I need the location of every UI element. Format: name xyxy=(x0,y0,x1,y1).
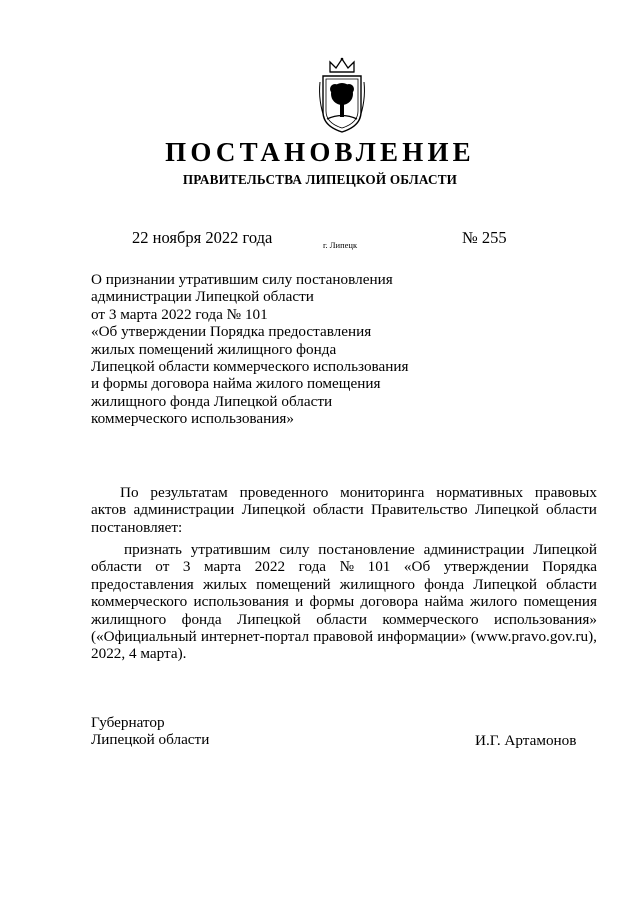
paragraph-line: По результатам проведенного мониторинга нормативных правовых xyxy=(120,484,597,501)
resolution-paragraph xyxy=(91,541,597,663)
paragraph-line: коммерческого использования и формы договора найма жилого помещения xyxy=(91,593,597,611)
subject-line: «Об утверждении Порядка предоставления xyxy=(91,323,372,341)
document-subtitle: ПРАВИТЕЛЬСТВА ЛИПЕЦКОЙ ОБЛАСТИ xyxy=(182,172,458,187)
paragraph-line: признать утратившим силу постановление администрации Липецкой xyxy=(124,541,597,558)
subject-line: и формы договора найма жилого помещения xyxy=(91,375,381,393)
signatory-position xyxy=(91,714,209,749)
subject-line: жилищного фонда Липецкой области xyxy=(91,392,333,410)
subject-line: Липецкой области коммерческого использования xyxy=(91,358,409,376)
position-line: Губернатор xyxy=(91,714,165,731)
document-subject xyxy=(91,271,409,428)
document-date: 22 ноября 2022 года xyxy=(132,228,273,247)
document-city: г. Липецк xyxy=(323,240,358,250)
paragraph-line: жилищного фонда Липецкой области коммерческого использования» xyxy=(91,610,597,628)
subject-line: коммерческого использования» xyxy=(91,410,294,428)
subject-line: администрации Липецкой области xyxy=(91,288,314,306)
position-line: Липецкой области xyxy=(91,731,210,749)
subject-line: жилых помещений жилищного фонда xyxy=(91,340,337,358)
document-title: ПОСТАНОВЛЕНИЕ xyxy=(165,137,475,167)
subject-line: от 3 марта 2022 года № 101 xyxy=(91,305,268,323)
paragraph-line: 2022, 4 марта). xyxy=(91,645,187,663)
paragraph-line: области от 3 марта 2022 года № 101 «Об утверждении Порядка xyxy=(91,558,597,576)
paragraph-line: предоставления жилых помещений жилищного фонда Липецкой области xyxy=(91,575,597,593)
signatory-name: И.Г. Артамонов xyxy=(475,732,577,749)
paragraph-line: постановляет: xyxy=(91,518,183,536)
preamble-paragraph xyxy=(91,484,597,536)
paragraph-line: актов администрации Липецкой области Правительство Липецкой области xyxy=(91,501,597,519)
coat-of-arms-emblem xyxy=(317,56,367,136)
paragraph-line: («Официальный интернет-портал правовой информации» (www.pravo.gov.ru), xyxy=(91,628,597,646)
document-number: № 255 xyxy=(462,228,507,247)
subject-line: О признании утратившим силу постановления xyxy=(91,271,393,288)
